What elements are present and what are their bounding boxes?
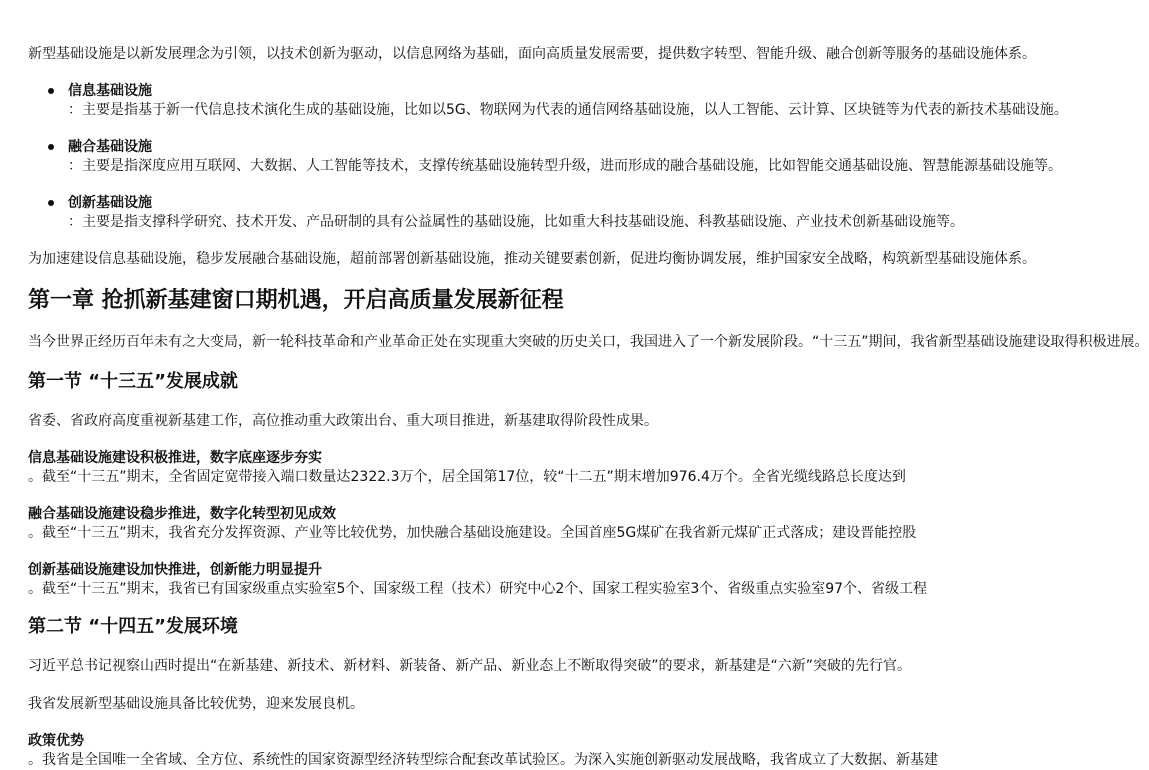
item-text-fusion: 。截至“十三五”期末，我省充分发挥资源、产业等比较优势，加快融合基础设施建设。全国首座5G煤矿在我省新元煤矿正式落成；建设晋能控股 <box>28 525 917 541</box>
item-title-info: 信息基础设施建设积极推进，数字底座逐步夯实 <box>28 450 322 466</box>
bullet-desc-innovation: ：主要是指支撑科学研究、技术开发、产品研制的具有公益属性的基础设施，比如重大科技基础设施、科教基础设施、产业技术创新基础设施等。 <box>68 214 964 230</box>
section-title-1: 第一节 “十三五”发展成就 <box>28 371 238 392</box>
summary-paragraph: 为加速建设信息基础设施，稳步发展融合基础设施，超前部署创新基础设施，推动关键要素创新，促进均衡协调发展，维护国家安全战略，构筑新型基础设施体系。 <box>28 251 1036 267</box>
item-title-policy: 政策优势 <box>28 733 84 749</box>
bullet-dot-icon <box>48 200 54 206</box>
bullet-dot-icon <box>48 88 54 94</box>
section-paragraph-2b: 我省发展新型基础设施具备比较优势，迎来发展良机。 <box>28 696 364 712</box>
item-text-policy: 。我省是全国唯一全省域、全方位、系统性的国家资源型经济转型综合配套改革试验区。为深入实施创新驱动发展战略，我省成立了大数据、新基建 <box>28 752 938 768</box>
bullet-dot-icon <box>48 144 54 150</box>
item-title-innovation: 创新基础设施建设加快推进，创新能力明显提升 <box>28 562 322 578</box>
chapter-title: 第一章 抢抓新基建窗口期机遇，开启高质量发展新征程 <box>28 288 564 313</box>
section-paragraph-2a: 习近平总书记视察山西时提出“在新基建、新技术、新材料、新装备、新产品、新业态上不断取得突破”的要求，新基建是“六新”突破的先行官。 <box>28 658 912 674</box>
item-text-innovation: 。截至“十三五”期末，我省已有国家级重点实验室5个、国家级工程（技术）研究中心2个、国家工程实验室3个、省级重点实验室97个、省级工程 <box>28 581 928 597</box>
bullet-desc-fusion: ：主要是指深度应用互联网、大数据、人工智能等技术，支撑传统基础设施转型升级，进而形成的融合基础设施，比如智能交通基础设施、智慧能源基础设施等。 <box>68 158 1062 174</box>
bullet-title-info: 信息基础设施 <box>68 83 152 99</box>
bullet-title-fusion: 融合基础设施 <box>68 139 152 155</box>
section-paragraph-1: 省委、省政府高度重视新基建工作，高位推动重大政策出台、重大项目推进，新基建取得阶段性成果。 <box>28 413 658 429</box>
bullet-title-innovation: 创新基础设施 <box>68 195 152 211</box>
section-title-2: 第二节 “十四五”发展环境 <box>28 616 238 637</box>
item-title-fusion: 融合基础设施建设稳步推进，数字化转型初见成效 <box>28 506 336 522</box>
intro-paragraph: 新型基础设施是以新发展理念为引领，以技术创新为驱动，以信息网络为基础，面向高质量发展需要，提供数字转型、智能升级、融合创新等服务的基础设施体系。 <box>28 46 1036 62</box>
chapter-paragraph: 当今世界正经历百年未有之大变局，新一轮科技革命和产业革命正处在实现重大突破的历史关口，我国进入了一个新发展阶段。“十三五”期间，我省新型基础设施建设取得积极进展。 <box>28 334 1149 350</box>
bullet-desc-info: ：主要是指基于新一代信息技术演化生成的基础设施，比如以5G、物联网为代表的通信网络基础设施，以人工智能、云计算、区块链等为代表的新技术基础设施。 <box>68 102 1068 118</box>
item-text-info: 。截至“十三五”期末，全省固定宽带接入端口数量达2322.3万个，居全国第17位，较“十二五”期末增加976.4万个。全省光缆线路总长度达到 <box>28 469 906 485</box>
